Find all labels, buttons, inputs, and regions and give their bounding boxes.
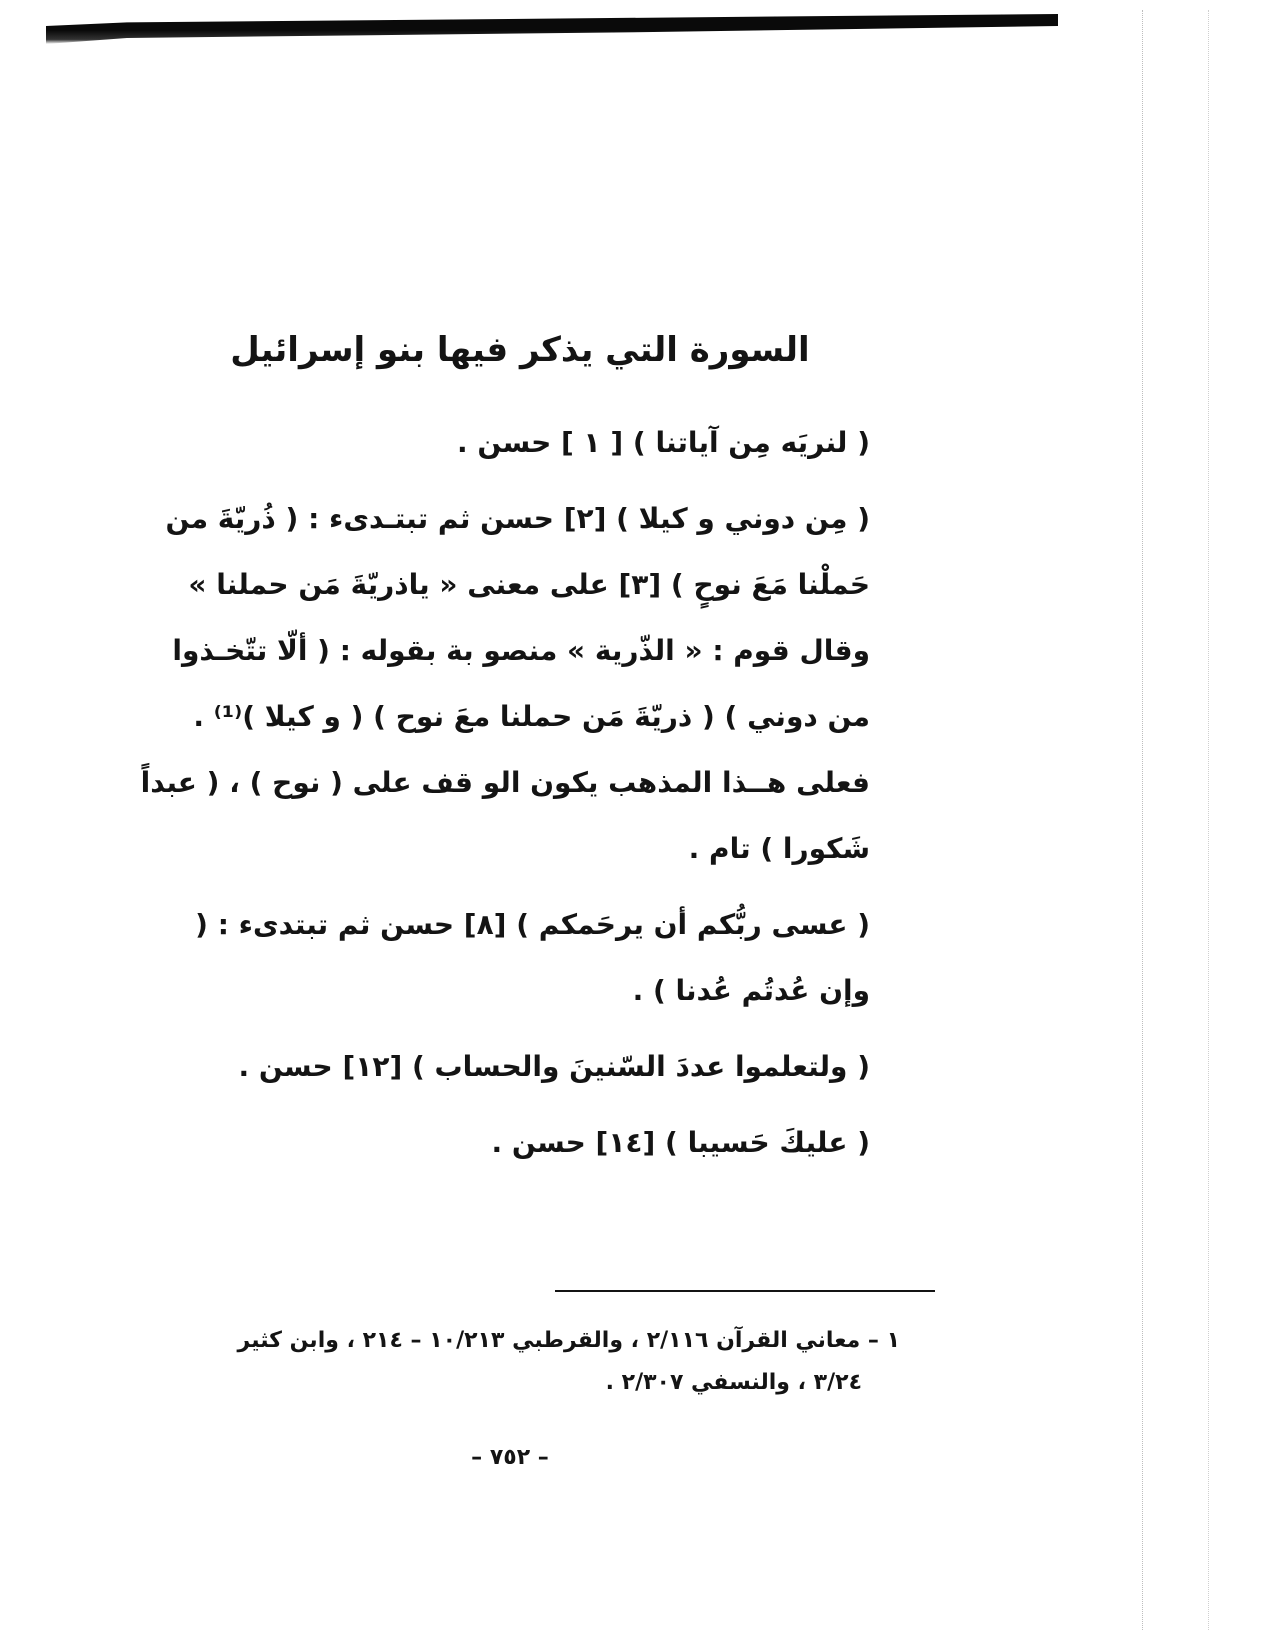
page-number: – ٧٥٢ – [471,1445,549,1470]
paragraph: ( عليكَ حَسيبا ) [١٤] حسن . [491,1126,870,1159]
scan-edge-right [1142,10,1145,1630]
footnote [140,1320,900,1404]
paragraph: ( مِن دوني و كيلا ) [٢] حسن ثم تبتـدىء : ( ذُريّةَ من حَملْنا مَعَ نوحٍ ) [٣] على معنى « ياذريّةَ مَن حملنا » وقال قوم : « الذّرية » منصو بة بقوله : ( ألّا تتّخـذوا من دوني ) ( ذريّةَ مَن حملنا معَ نوح ) ( و كيلا )⁽¹⁾ . فعلى هــذا المذهب يكون الو قف على ( نوح ) ، ( عبداً شَكورا ) تام . [140,502,870,865]
page-body [140,330,920,1186]
paragraph: ( عسى ربُّكم أن يرحَمكم ) [٨] حسن ثم تبتدىء : ( وإن عُدتُم عُدنا ) . [195,908,870,1007]
paragraph: ( ولتعلموا عددَ السّنينَ والحساب ) [١٢] حسن . [238,1050,870,1083]
footnote-line: ٣/٢٤ ، والنسفي ٢/٣٠٧ . [605,1370,862,1395]
scan-edge-top [46,14,1058,44]
paragraph: ( لنريَه مِن آياتنا ) [ ١ ] حسن . [457,426,870,459]
scan-edge-right-outer [1208,10,1211,1630]
footnote-line: ١ – معاني القرآن ٢/١١٦ ، والقرطبي ١٠/٢١٣ – ٢١٤ ، وابن كثير [237,1328,900,1353]
page-title: السورة التي يذكر فيها بنو إسرائيل [230,330,810,370]
footnote-separator [555,1290,935,1292]
